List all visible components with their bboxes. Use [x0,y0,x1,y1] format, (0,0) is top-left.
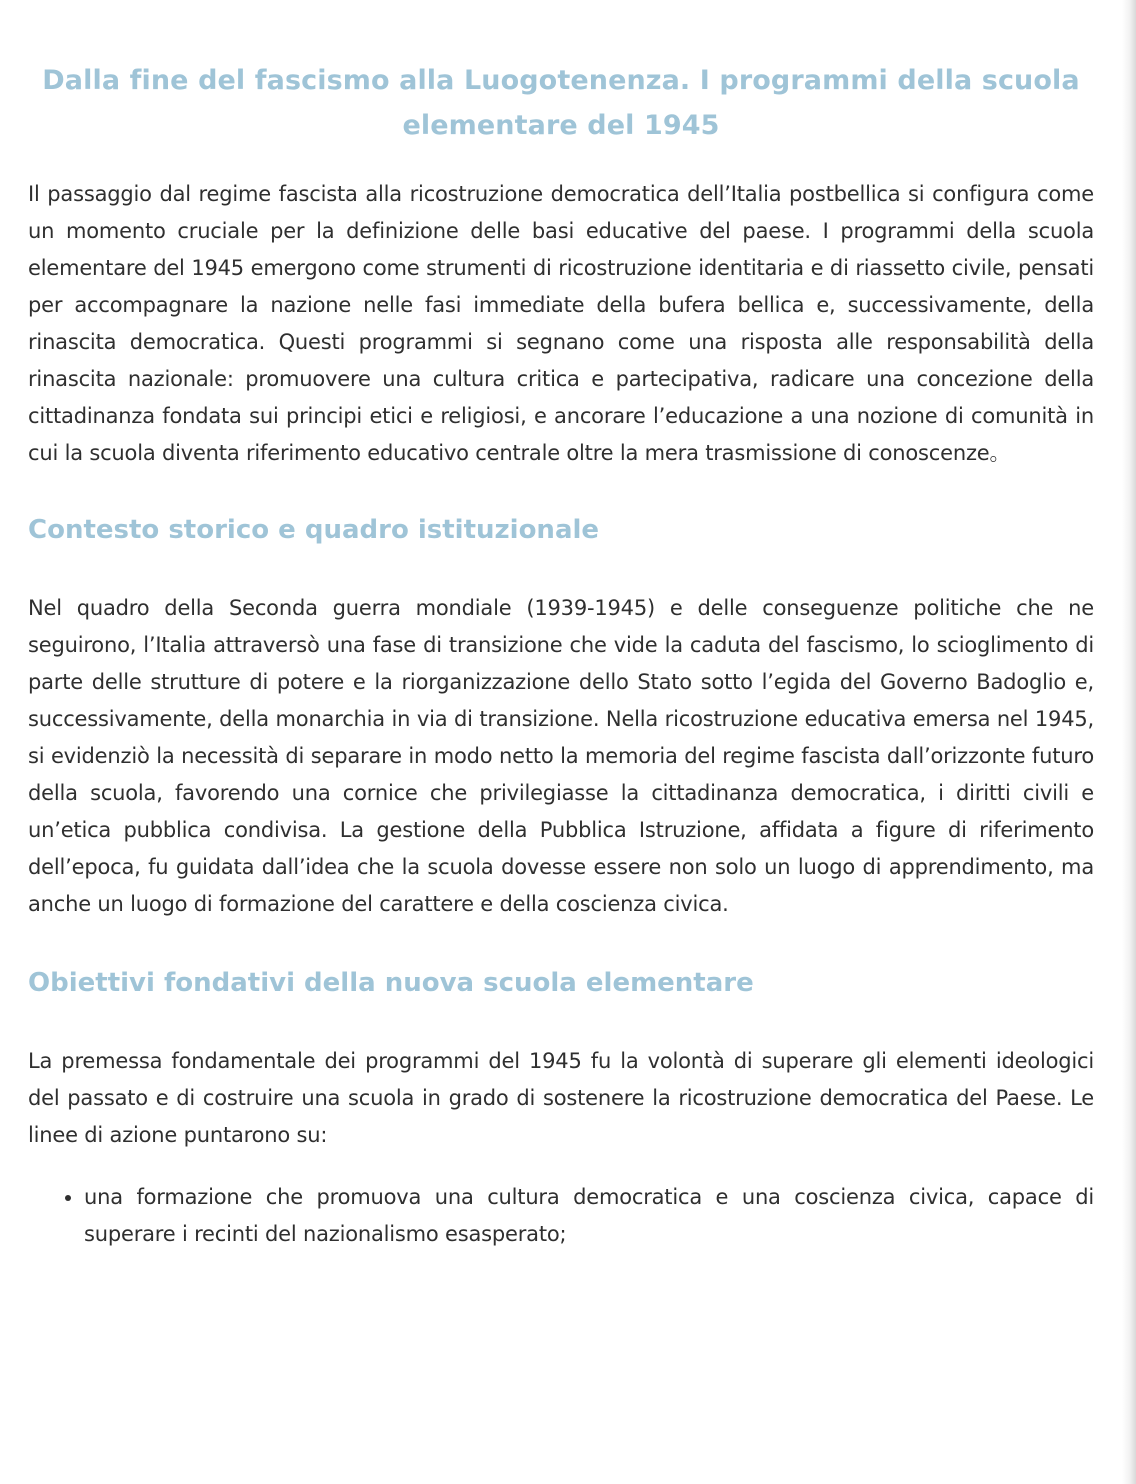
bullet-list [28,1179,1094,1253]
section-heading-obiettivi: Obiettivi fondativi della nuova scuola elementare [28,968,754,998]
section-heading-contesto: Contesto storico e quadro istituzionale [28,515,600,545]
intro-paragraph: Il passaggio dal regime fascista alla ricostruzione democratica dell’Italia postbellica si configura come un momento cruciale per la definizione delle basi educative del paese. I programmi della scuola elementare del 1945 emergono come strumenti di ricostruzione identitaria e di riassetto civile, pensati per accompagnare la nazione nelle fasi immediate della bufera bellica e, successivamente, della rinascita democratica. Questi programmi si segnano come una risposta alle responsabilità della rinascita nazionale: promuovere una cultura critica e partecipativa, radicare una concezione della cittadinanza fondata sui principi etici e religiosi, e ancorare l’educazione a una nozione di comunità in cui la scuola diventa riferimento educativo centrale oltre la mera trasmissione di conoscenze。 [28,182,1094,465]
page-edge-shadow [1122,0,1136,1484]
section-paragraph-contesto: Nel quadro della Seconda guerra mondiale (1939-1945) e delle conseguenze politiche che ne seguirono, l’Italia attraversò una fase di transizione che vide la caduta del fascismo, lo scioglimento di parte delle strutture di potere e la riorganizzazione dello Stato sotto l’egida del Governo Badoglio e, successivamente, della monarchia in via di transizione. Nella ricostruzione educativa emersa nel 1945, si evidenziò la necessità di separare in modo netto la memoria del regime fascista dall’orizzonte futuro della scuola, favorendo una cornice che privilegiasse la cittadinanza democratica, i diritti civili e un’etica pubblica condivisa. La gestione della Pubblica Istruzione, affidata a figure di riferimento dell’epoca, fu guidata dall’idea che la scuola dovesse essere non solo un luogo di apprendimento, ma anche un luogo di formazione del carattere e della coscienza civica. [28,596,1094,916]
page-title: Dalla fine del fascismo alla Luogotenenza. I programmi della scuola elementare del 1945 [42,65,1080,141]
section-paragraph-obiettivi: La premessa fondamentale dei programmi del 1945 fu la volontà di superare gli elementi ideologici del passato e di costruire una scuola in grado di sostenere la ricostruzione democratica del Paese. Le linee di azione puntarono su: [28,1049,1094,1147]
list-item: • una formazione che promuova una cultura democratica e una coscienza civica, capace di superare i recinti del nazionalismo esasperato; [84,1179,1094,1253]
